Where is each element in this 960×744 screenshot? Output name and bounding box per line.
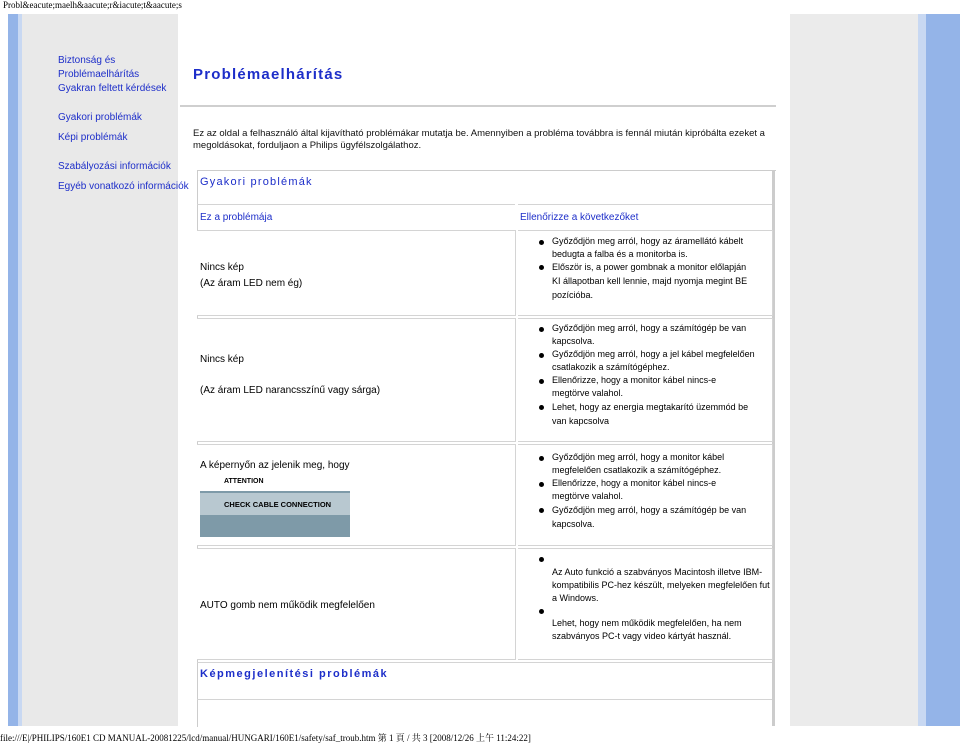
problem-text: Nincs kép [200,354,244,365]
check-item: Győződjön meg arról, hogy a monitor kábel megfelelően csatlakozik a számítógéphez. [552,452,725,475]
check-item: Győződjön meg arról, hogy az áramellátó kábelt bedugta a falba és a monitorba is. [552,236,744,259]
window-title: Probl&eacute;maelh&aacute;r&iacute;t&aacute;s [3,0,182,10]
column-header-check: Ellenőrizze a következőket [520,212,639,223]
sidebar-item-troubleshooting[interactable]: Problémaelhárítás [58,69,140,80]
table-row [197,230,516,316]
table-line [197,204,515,205]
bullet-icon [539,482,544,487]
page-title: Problémaelhárítás [193,66,344,83]
check-item: Lehet, hogy az energia megtakarító üzemmód be van kapcsolva [552,402,749,426]
check-item: Ellenőrizze, hogy a monitor kábel nincs-e megtörve valahol. [552,478,717,501]
check-item: Az Auto funkció a szabványos Macintosh illetve IBM-kompatibilis PC-hez készült, melyeken megfelelően fut a Windows. [552,567,770,603]
bullet-icon [539,379,544,384]
check-item: Ellenőrizze, hogy a monitor kábel nincs-e megtörve valahol. [552,375,717,398]
header-divider [180,105,776,107]
problem-text: A képernyőn az jelenik meg, hogy [200,460,350,471]
bullet-icon [539,456,544,461]
sidebar-item-common-problems[interactable]: Gyakori problémák [58,112,142,123]
bullet-icon [539,609,544,614]
right-gray-strip [790,14,918,726]
sidebar-item-image-problems[interactable]: Képi problémák [58,132,128,143]
attention-label: ATTENTION [224,478,264,485]
problem-text: Nincs kép [200,262,244,273]
check-item: Győződjön meg arról, hogy a számítógép be van kapcsolva. [552,505,747,529]
attention-message: CHECK CABLE CONNECTION [224,500,332,509]
right-frame-bar [926,14,960,726]
section-title-display: Képmegjelenítési problémák [200,668,389,680]
status-bar-url: file:///E|/PHILIPS/160E1 CD MANUAL-20081225/lcd/manual/HUNGARI/160E1/safety/saf_troub.htm 第 1 頁 / 共 3 [2008/12/26 上午 11:24:22] [0,733,531,743]
bullet-icon [539,265,544,270]
section-title-common: Gyakori problémák [200,176,313,188]
left-frame-bar [8,14,18,726]
bullet-icon [539,508,544,513]
bullet-icon [539,240,544,245]
attention-header-band [200,475,350,491]
bullet-icon [539,405,544,410]
check-item: Először is, a power gombnak a monitor előlapján KI állapotban kell lennie, majd nyomja megint BE pozícióba. [552,262,748,300]
bullet-icon [539,353,544,358]
sidebar-item-safety[interactable]: Biztonság és [58,55,116,66]
sidebar-item-other-info[interactable]: Egyéb vonatkozó információk [58,181,189,192]
check-item: Győződjön meg arról, hogy a jel kábel megfelelően csatlakozik a számítógéphez. [552,349,755,372]
column-header-problem: Ez a problémája [200,212,273,223]
bullet-icon [539,327,544,332]
problem-text: (Az áram LED nem ég) [200,278,303,289]
problem-text: AUTO gomb nem működik megfelelően [200,600,375,611]
check-item: Lehet, hogy nem működik megfelelően, ha nem szabványos PC-t vagy video kártyát használ. [552,618,742,641]
right-frame-bar-light [918,14,926,726]
bullet-icon [539,557,544,562]
intro-text: Ez az oldal a felhasználó által kijavítható problémákar mutatja be. Amennyiben a probléma továbbra is fennál miután kipróbálta ezeket a megoldásokat, forduljaon a Philips ügyfélszolgálathoz. [193,128,765,151]
table-line [518,204,772,205]
sidebar-item-faq[interactable]: Gyakran feltett kérdések [58,83,167,94]
problem-text: (Az áram LED narancsszínű vagy sárga) [200,385,381,396]
attention-screen-image [200,475,350,537]
check-item: Győződjön meg arról, hogy a számítógép be van kapcsolva. [552,323,747,346]
sidebar-item-regulatory[interactable]: Szabályozási információk [58,161,171,172]
table-row [197,318,516,442]
